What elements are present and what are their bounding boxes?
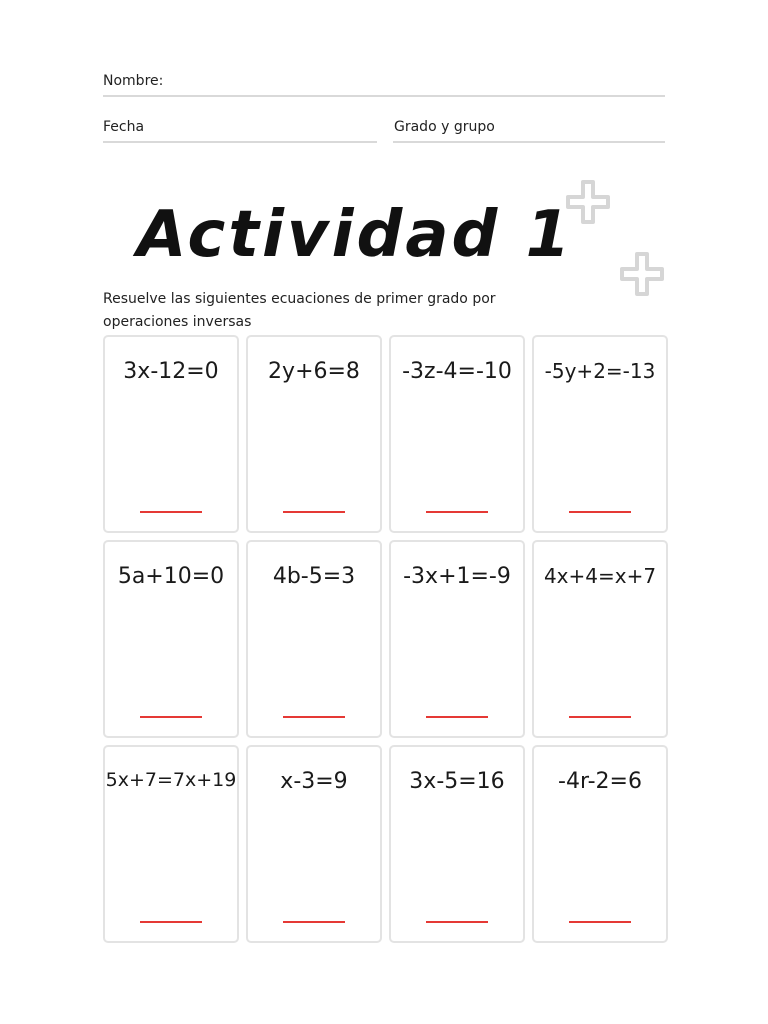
equation-card <box>246 335 382 533</box>
answer-line[interactable] <box>140 716 202 718</box>
equation-card <box>389 540 525 738</box>
answer-line[interactable] <box>140 921 202 923</box>
grade-label: Grado y grupo <box>394 119 495 135</box>
answer-line[interactable] <box>569 716 631 718</box>
answer-line[interactable] <box>426 716 488 718</box>
equation-text: 2y+6=8 <box>268 359 360 384</box>
equation-card <box>103 540 239 738</box>
grade-field[interactable] <box>393 141 665 143</box>
equation-card <box>246 540 382 738</box>
answer-line[interactable] <box>283 511 345 513</box>
equation-text: 5a+10=0 <box>117 564 225 589</box>
plus-icon <box>618 250 666 298</box>
answer-line[interactable] <box>426 511 488 513</box>
equation-card <box>532 540 668 738</box>
answer-line[interactable] <box>569 511 631 513</box>
equation-text: -4r-2=6 <box>558 769 642 794</box>
equation-card <box>246 745 382 943</box>
equation-text: -5y+2=-13 <box>544 359 656 383</box>
equation-text: 4b-5=3 <box>272 564 356 589</box>
date-label: Fecha <box>103 119 145 135</box>
answer-line[interactable] <box>140 511 202 513</box>
date-field[interactable] <box>103 141 377 143</box>
equation-card <box>389 335 525 533</box>
name-label: Nombre: <box>103 73 164 89</box>
answer-line[interactable] <box>426 921 488 923</box>
equation-text: -3x+1=-9 <box>403 564 511 589</box>
equation-text: 3x-5=16 <box>409 769 505 794</box>
plus-icon <box>564 178 612 226</box>
answer-line[interactable] <box>283 716 345 718</box>
equation-text: 3x-12=0 <box>123 359 219 384</box>
equation-card <box>532 745 668 943</box>
equation-card <box>103 745 239 943</box>
name-field[interactable] <box>103 95 665 97</box>
equation-card <box>532 335 668 533</box>
equation-text: -3z-4=-10 <box>402 359 512 384</box>
equation-card <box>389 745 525 943</box>
instructions-text: Resuelve las siguientes ecuaciones de primer grado por operaciones inversas <box>103 291 496 330</box>
equation-card <box>103 335 239 533</box>
answer-line[interactable] <box>569 921 631 923</box>
equation-text: 4x+4=x+7 <box>543 564 657 588</box>
equation-grid <box>103 335 668 943</box>
answer-line[interactable] <box>283 921 345 923</box>
page-title: Actividad 1 <box>136 198 574 272</box>
equation-text: 5x+7=7x+19 <box>105 769 237 791</box>
equation-text: x-3=9 <box>280 769 348 794</box>
